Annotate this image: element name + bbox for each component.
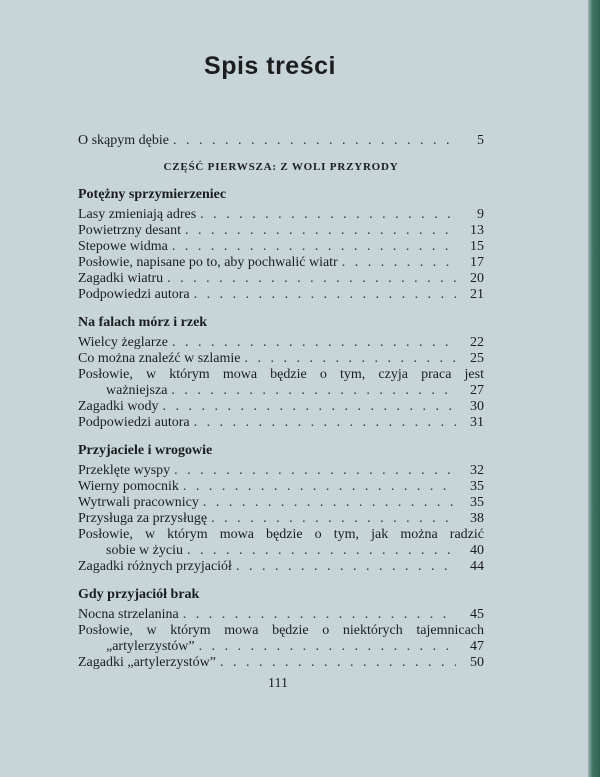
leader-dots xyxy=(211,511,456,527)
cover-edge xyxy=(588,0,600,777)
leader-dots xyxy=(342,255,456,271)
leader-dots xyxy=(200,207,456,223)
toc-entry-continuation xyxy=(78,639,484,655)
toc-entry-continuation xyxy=(78,383,484,399)
toc-entry xyxy=(78,287,484,303)
toc-entry-title: Zagadki „artylerzystów” xyxy=(78,655,216,670)
toc-entry-page: 20 xyxy=(470,271,484,286)
toc-entry xyxy=(78,335,484,351)
toc-entry xyxy=(78,479,484,495)
toc-entry-page: 40 xyxy=(470,543,484,558)
toc-entry-page: 25 xyxy=(470,351,484,366)
toc-entry xyxy=(78,511,484,527)
toc-entry-title: Posłowie, napisane po to, aby pochwalić wiatr xyxy=(78,255,338,270)
toc-entry-title: Nocna strzelanina xyxy=(78,607,179,622)
leader-dots xyxy=(203,495,456,511)
toc-entry-title: Wytrwali pracownicy xyxy=(78,495,199,510)
toc-entry-title: Co można znaleźć w szlamie xyxy=(78,351,241,366)
section-heading: Na falach mórz i rzek xyxy=(78,315,208,330)
toc-entry-page: 17 xyxy=(470,255,484,270)
toc-entry-title: Podpowiedzi autora xyxy=(78,415,190,430)
toc-entry-page: 9 xyxy=(477,207,484,222)
leader-dots xyxy=(236,559,456,575)
leader-dots xyxy=(162,399,456,415)
leader-dots xyxy=(185,223,456,239)
toc-entry-title: Zagadki różnych przyjaciół xyxy=(78,559,232,574)
toc-entry xyxy=(78,351,484,367)
toc-entry xyxy=(78,415,484,431)
toc-entry xyxy=(78,255,484,271)
toc-entry xyxy=(78,239,484,255)
toc-entry-title-continued: ważniejsza xyxy=(106,383,168,398)
toc-entry xyxy=(78,655,484,671)
toc-entry-page: 50 xyxy=(470,655,484,670)
toc-entry-page: 47 xyxy=(470,639,484,654)
section-heading: Przyjaciele i wrogowie xyxy=(78,443,213,458)
leader-dots xyxy=(183,479,456,495)
section-gap xyxy=(78,431,484,443)
section-heading: Gdy przyjaciół brak xyxy=(78,587,200,602)
section-gap xyxy=(78,575,484,587)
section-gap xyxy=(78,303,484,315)
toc-entry-page: 13 xyxy=(470,223,484,238)
toc-entry-page: 45 xyxy=(470,607,484,622)
toc-entry-title: Powietrzny desant xyxy=(78,223,182,238)
toc-entry xyxy=(78,607,484,623)
toc-entry-page: 30 xyxy=(470,399,484,414)
toc-entry-title: Przysługa za przysługę xyxy=(78,511,208,526)
toc-entry-title-continued: sobie w życiu xyxy=(106,543,183,558)
toc-entry-page: 22 xyxy=(470,335,484,350)
leader-dots xyxy=(171,383,456,399)
toc-entry-title: Posłowie, w którym mowa będzie o tym, czyja praca jest xyxy=(78,367,484,382)
leader-dots xyxy=(173,133,456,149)
leader-dots xyxy=(174,463,456,479)
toc-sections xyxy=(78,187,484,683)
toc-entry xyxy=(78,527,484,559)
table-of-contents xyxy=(78,133,484,683)
toc-entry-page: 15 xyxy=(470,239,484,254)
toc-entry-page: 35 xyxy=(470,479,484,494)
toc-entry-title: Zagadki wody xyxy=(78,399,159,414)
toc-entry-title: Wierny pomocnik xyxy=(78,479,179,494)
toc-entry xyxy=(78,623,484,655)
toc-entry-page: 21 xyxy=(470,287,484,302)
toc-entry xyxy=(78,463,484,479)
leader-dots xyxy=(194,287,456,303)
leader-dots xyxy=(187,543,456,559)
page-number: 111 xyxy=(268,676,288,691)
page-title: Spis treści xyxy=(204,52,336,80)
toc-entry xyxy=(78,223,484,239)
toc-entry-page: 44 xyxy=(470,559,484,574)
leader-dots xyxy=(194,415,456,431)
toc-entry-title: Posłowie, w którym mowa będzie o tym, jak można radzić xyxy=(78,527,484,542)
toc-entry-intro xyxy=(78,133,484,149)
toc-entry-title: Posłowie, w którym mowa będzie o niektórych tajemnicach xyxy=(78,623,484,638)
toc-entry-title: Lasy zmieniają adres xyxy=(78,207,197,222)
toc-entry-page: 35 xyxy=(470,495,484,510)
toc-entry xyxy=(78,559,484,575)
toc-entry xyxy=(78,271,484,287)
toc-entry-continuation xyxy=(78,543,484,559)
toc-entry-title: Podpowiedzi autora xyxy=(78,287,190,302)
toc-entry xyxy=(78,367,484,399)
leader-dots xyxy=(220,655,456,671)
leader-dots xyxy=(199,639,456,655)
toc-entry-page: 32 xyxy=(470,463,484,478)
toc-entry-page: 27 xyxy=(470,383,484,398)
toc-entry-page: 38 xyxy=(470,511,484,526)
toc-entry xyxy=(78,207,484,223)
section-heading: Potężny sprzymierzeniec xyxy=(78,187,227,202)
toc-entry-page: 5 xyxy=(477,133,484,148)
leader-dots xyxy=(244,351,456,367)
toc-entry-title-continued: „artylerzystów” xyxy=(106,639,195,654)
part-heading: CZĘŚĆ PIERWSZA: Z WOLI PRZYRODY xyxy=(163,161,399,173)
toc-entry xyxy=(78,399,484,415)
leader-dots xyxy=(167,271,456,287)
toc-entry xyxy=(78,495,484,511)
toc-entry-title: O skąpym dębie xyxy=(78,133,169,148)
toc-entry-title: Zagadki wiatru xyxy=(78,271,164,286)
toc-entry-title: Wielcy żeglarze xyxy=(78,335,168,350)
toc-entry-title: Przeklęte wyspy xyxy=(78,463,171,478)
leader-dots xyxy=(183,607,456,623)
toc-entry-page: 31 xyxy=(470,415,484,430)
toc-entry-title: Stepowe widma xyxy=(78,239,168,254)
leader-dots xyxy=(172,335,456,351)
leader-dots xyxy=(172,239,456,255)
